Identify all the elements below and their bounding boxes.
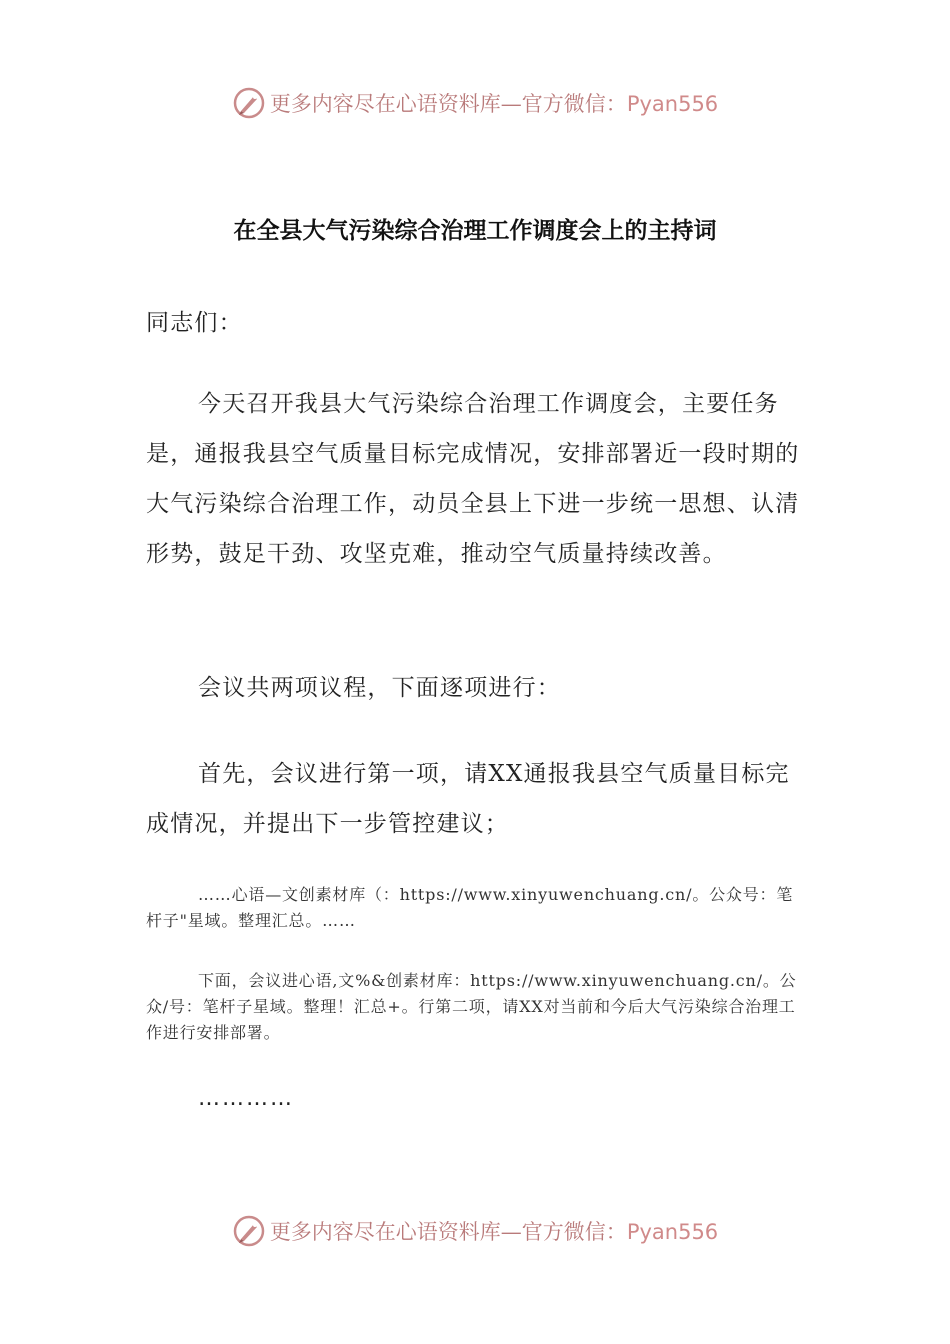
footer-wechat-id: Pyan556	[626, 1220, 719, 1244]
paragraph-3: 首先，会议进行第一项，请XX通报我县空气质量目标完成情况，并提出下一步管控建议；	[146, 761, 790, 837]
header-wechat-id: Pyan556	[626, 92, 719, 116]
note-1: ……心语—文创素材库（：https://www.xinyuwenchuang.cn/。公众号：笔杆子"星域。整理汇总。……	[146, 885, 794, 930]
header-banner	[0, 83, 950, 123]
note-2: 下面，会议进心语,文%&创素材库：https://www.xinyuwenchuang.cn/。公众/号：笔杆子星域。整理！汇总+。行第二项，请XX对当前和今后大气污染综合治理工作进行安排部署。	[146, 971, 797, 1042]
ellipsis: …………	[198, 1086, 294, 1111]
footer-banner-text: 更多内容尽在心语资料库—官方微信：Pyan556	[269, 1220, 719, 1244]
footer-banner	[0, 1211, 950, 1251]
header-banner-text: 更多内容尽在心语资料库—官方微信：Pyan556	[269, 92, 719, 116]
paragraph-1: 今天召开我县大气污染综合治理工作调度会，主要任务是，通报我县空气质量目标完成情况，安排部署近一段时期的大气污染综合治理工作，动员全县上下进一步统一思想、认清形势，鼓足干劲、攻坚克难，推动空气质量持续改善。	[146, 391, 800, 567]
pen-nib-icon	[232, 86, 266, 120]
paragraph-2: 会议共两项议程，下面逐项进行：	[198, 675, 561, 701]
salutation: 同志们：	[146, 310, 243, 336]
pen-nib-icon	[232, 1214, 266, 1248]
document-title: 在全县大气污染综合治理工作调度会上的主持词	[233, 218, 717, 244]
